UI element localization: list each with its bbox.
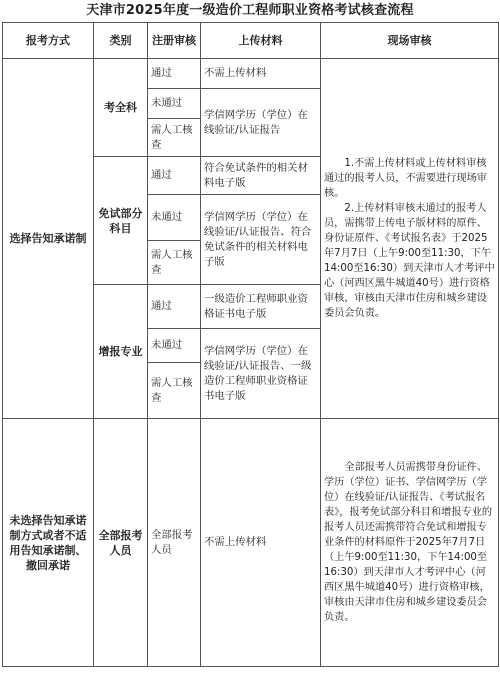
status-cell: 未通过	[148, 89, 201, 119]
onsite-review-commitment	[321, 59, 499, 419]
onsite-paragraph-1: 1.不需上传材料或上传材料审核通过的报考人员，不需要进行现场审核。	[324, 158, 487, 199]
status-cell: 未通过	[148, 329, 201, 363]
category-exempt: 免试部分科目	[94, 157, 148, 285]
status-cell: 需人工核查	[148, 363, 201, 419]
materials-cell: 不需上传材料	[201, 419, 321, 667]
table-row	[3, 419, 499, 667]
status-cell: 通过	[148, 59, 201, 89]
onsite-paragraph-2: 2.上传材料审核未通过的报考人员，需携带上传电子版材料的原件、身份证原件、《考试报名表》于2025年7月7日（上午9:00至11:30，下午14:00至16:30）到天津市人才考评中心（河西区黑牛城道40号）进行资格审核，审核由天津市住房和城乡建设委员会负责。	[324, 203, 495, 319]
status-cell: 需人工核查	[148, 241, 201, 285]
materials-cell: 学信网学历（学位）在线验证/认证报告、一级造价工程师职业资格证书电子版	[201, 329, 321, 419]
materials-cell: 学信网学历（学位）在线验证/认证报告	[201, 89, 321, 157]
table-row	[3, 59, 499, 89]
onsite-paragraph: 全部报考人员需携带身份证件、学历（学位）证书、学信网学历（学位）在线验证/认证报告、《考试报名表》，报考免试部分科目和增报专业的报考人员还需携带符合免试和增报专业条件的材料原件于2025年7月7日（上午9:00至11:30，下午14:00至16:30）到天津市人才考评中心（河西区黑牛城道40号）进行资格审核，审核由天津市住房和城乡建设委员会负责。	[324, 462, 493, 623]
materials-cell: 不需上传材料	[201, 59, 321, 89]
mode-no-commitment: 未选择告知承诺制方式或者不适用告知承诺制、撤回承诺	[3, 419, 94, 667]
review-process-table	[2, 22, 499, 667]
onsite-review-all	[321, 419, 499, 667]
materials-cell: 符合免试条件的相关材料电子版	[201, 157, 321, 195]
header-status: 注册审核	[148, 23, 201, 59]
status-cell: 需人工核查	[148, 119, 201, 157]
status-cell: 通过	[148, 285, 201, 329]
page-title: 天津市2025年度一级造价工程师职业资格考试核查流程	[86, 3, 414, 18]
header-onsite: 现场审核	[321, 23, 499, 59]
status-cell: 通过	[148, 157, 201, 195]
status-cell: 全部报考人员	[148, 419, 201, 667]
category-all: 全部报考人员	[94, 419, 148, 667]
header-mode: 报考方式	[3, 23, 94, 59]
mode-commitment: 选择告知承诺制	[3, 59, 94, 419]
header-category: 类别	[94, 23, 148, 59]
materials-cell: 学信网学历（学位）在线验证/认证报告、符合免试条件的相关材料电子版	[201, 195, 321, 285]
materials-cell: 一级造价工程师职业资格证书电子版	[201, 285, 321, 329]
header-materials: 上传材料	[201, 23, 321, 59]
category-add-major: 增报专业	[94, 285, 148, 419]
status-cell: 未通过	[148, 195, 201, 241]
category-full: 考全科	[94, 59, 148, 157]
table-header-row	[3, 23, 499, 59]
